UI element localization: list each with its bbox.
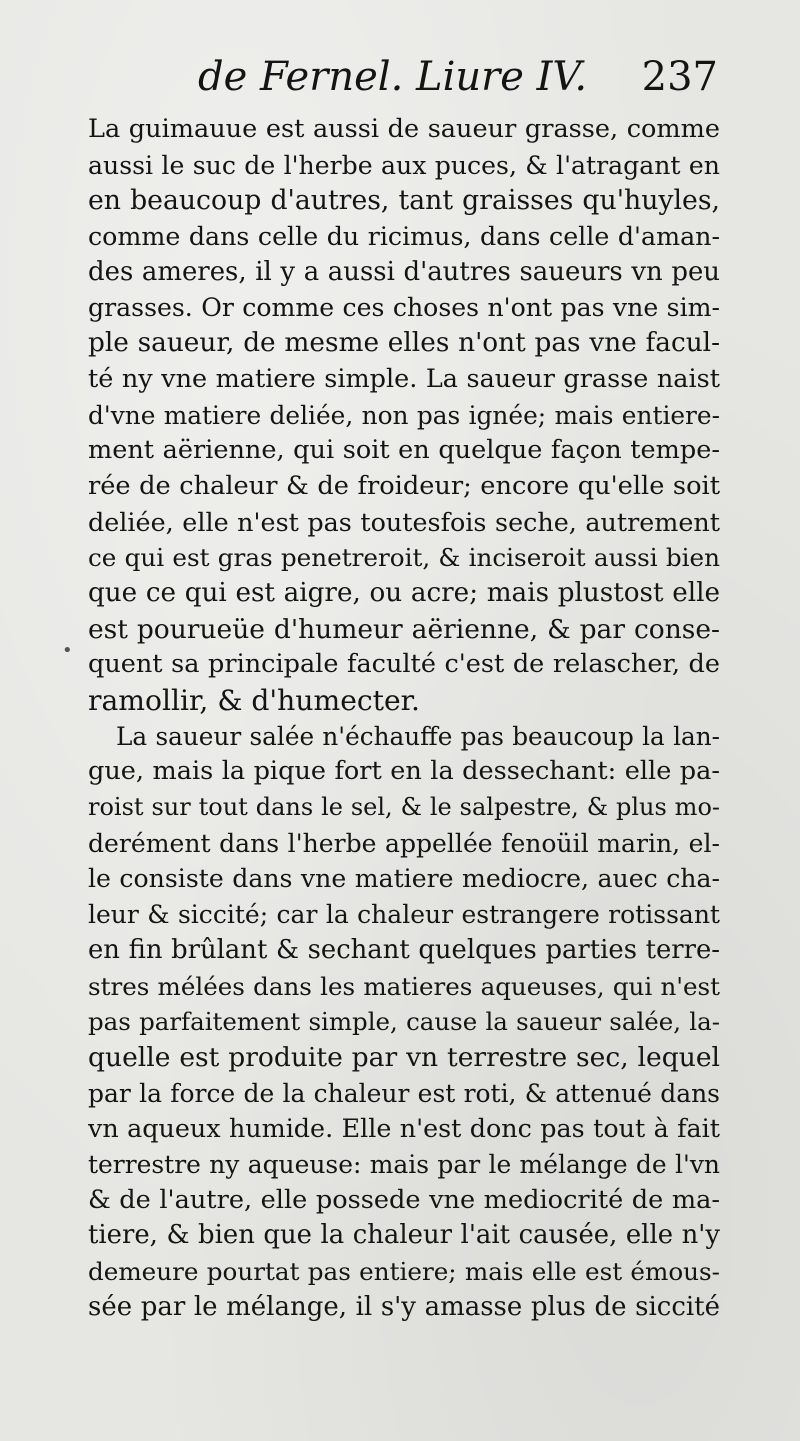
text-line: est pourueüe d'humeur aërienne, & par conse- xyxy=(88,613,720,645)
text-line: stres mélées dans les matieres aqueuses, qui n'est xyxy=(88,971,720,1001)
text-line: des ameres, il y a aussi d'autres saueurs vn peu xyxy=(88,256,720,287)
text-line: quelle est produite par vn terrestre sec, lequel xyxy=(88,1041,720,1073)
paragraph-1 xyxy=(88,112,720,719)
text-line: rée de chaleur & de froideur; encore qu'elle soit xyxy=(88,470,720,501)
text-line: sée par le mélange, il s'y amasse plus de siccité xyxy=(88,1291,720,1322)
text-line: ment aërienne, qui soit en quelque façon tempe- xyxy=(88,435,720,466)
text-line: grasses. Or comme ces choses n'ont pas vne sim- xyxy=(88,293,720,323)
text-line: ramollir, & d'humecter. xyxy=(88,684,421,717)
text-line: le consiste dans vne matiere mediocre, auec cha- xyxy=(88,864,720,894)
text-line: d'vne matiere deliée, non pas ignée; mais entiere- xyxy=(88,400,720,430)
text-line: gue, mais la pique fort en la dessechant: elle pa- xyxy=(88,756,720,787)
text-line: en fin brûlant & sechant quelques parties terre- xyxy=(88,934,720,965)
text-line: que ce qui est aigre, ou acre; mais plustost elle xyxy=(88,577,720,608)
text-line: aussi le suc de l'herbe aux puces, & l'atragant en xyxy=(88,150,720,180)
text-line: té ny vne matiere simple. La saueur grasse naist xyxy=(88,363,720,394)
page-number: 237 xyxy=(641,54,718,100)
text-line: pas parfaitement simple, cause la saueur salée, la- xyxy=(88,1007,720,1037)
paragraph-2 xyxy=(88,719,720,1326)
text-line: roist sur tout dans le sel, & le salpestre, & plus mo- xyxy=(88,793,720,822)
body-text xyxy=(88,112,720,1325)
margin-dot-mark: • xyxy=(62,640,73,661)
text-line: quent sa principale faculté c'est de relascher, de xyxy=(88,649,720,680)
text-line: comme dans celle du ricimus, dans celle d'aman- xyxy=(88,222,720,252)
text-line: & de l'autre, elle possede vne mediocrité de ma- xyxy=(88,1184,720,1215)
running-title: de Fernel. Liure IV. xyxy=(198,54,588,100)
text-line: La guimauue est aussi de saueur grasse, comme xyxy=(88,114,720,144)
text-line: ce qui est gras penetreroit, & inciseroit aussi bien xyxy=(88,543,720,573)
text-line: par la force de la chaleur est roti, & attenué dans xyxy=(88,1078,720,1108)
running-header xyxy=(198,52,718,102)
text-line: La saueur salée n'échauffe pas beaucoup la lan- xyxy=(116,721,720,751)
text-line: vn aqueux humide. Elle n'est donc pas tout à fait xyxy=(88,1113,720,1144)
text-line: tiere, & bien que la chaleur l'ait causée, elle n'y xyxy=(88,1220,720,1251)
text-line: derément dans l'herbe appellée fenoüil marin, el- xyxy=(88,828,720,858)
text-line: deliée, elle n'est pas toutesfois seche, autrement xyxy=(88,506,720,537)
text-line: en beaucoup d'autres, tant graisses qu'huyles, xyxy=(88,185,720,217)
text-line: ple saueur, de mesme elles n'ont pas vne facul- xyxy=(88,328,720,359)
text-line: leur & siccité; car la chaleur estrangere rotissant xyxy=(88,900,720,930)
text-line: terrestre ny aqueuse: mais par le mélange de l'vn xyxy=(88,1149,720,1179)
text-line: demeure pourtat pas entiere; mais elle est émous- xyxy=(88,1257,720,1286)
